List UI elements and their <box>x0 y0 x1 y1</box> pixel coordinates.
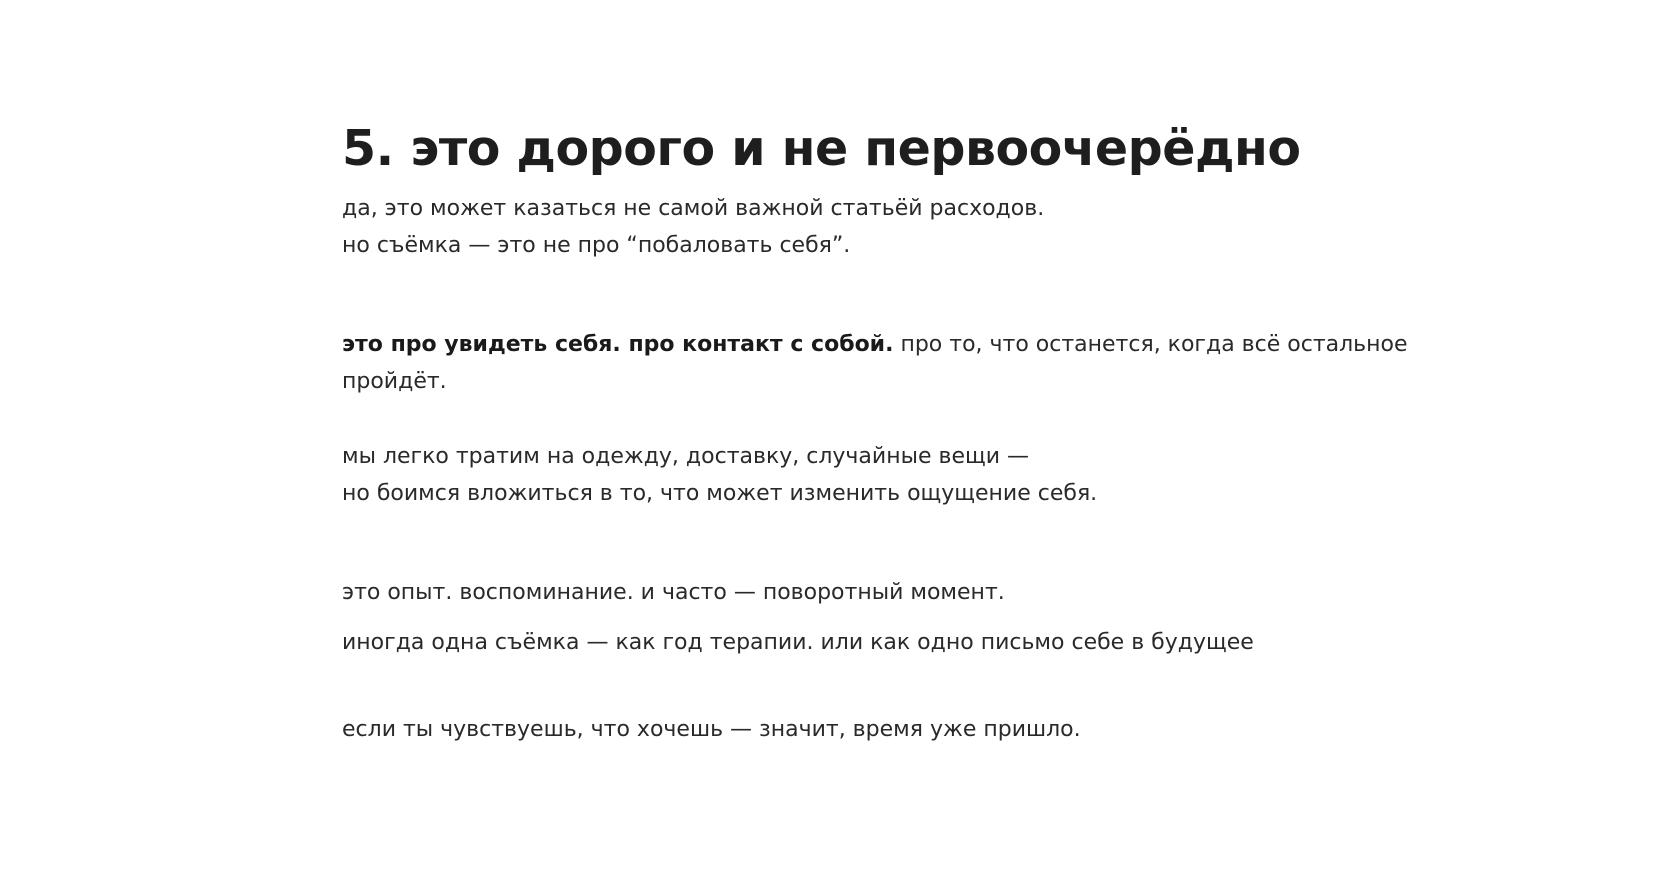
article <box>342 116 1408 748</box>
paragraph-contact <box>342 326 1408 400</box>
paragraph-spending <box>342 438 1382 512</box>
paragraph-expense-line-1: да, это может казаться не самой важной статьёй расходов. <box>342 196 1045 221</box>
paragraph-time: если ты чувствуешь, что хочешь — значит, время уже пришло. <box>342 717 1081 742</box>
paragraph-contact-text: про то, что останется, когда всё остальное <box>893 332 1408 357</box>
paragraph-contact-bold: это про увидеть себя. про контакт с собой. <box>342 332 894 357</box>
paragraph-spending-line-2: но боимся вложиться в то, что может изменить ощущение себя. <box>342 481 1098 506</box>
paragraph-expense <box>342 190 1382 264</box>
paragraph-therapy: иногда одна съёмка — как год терапии. или как одно письмо себе в будущее <box>342 630 1254 655</box>
paragraph-experience: это опыт. воспоминание. и часто — поворотный момент. <box>342 580 1005 605</box>
paragraph-spending-line-1: мы легко тратим на одежду, доставку, случайные вещи — <box>342 444 1029 469</box>
paragraph-contact-line-2: пройдёт. <box>342 369 447 394</box>
article-title: 5. это дорого и не первоочерёдно <box>342 120 1301 177</box>
paragraph-expense-line-2: но съёмка — это не про “побаловать себя”. <box>342 233 851 258</box>
